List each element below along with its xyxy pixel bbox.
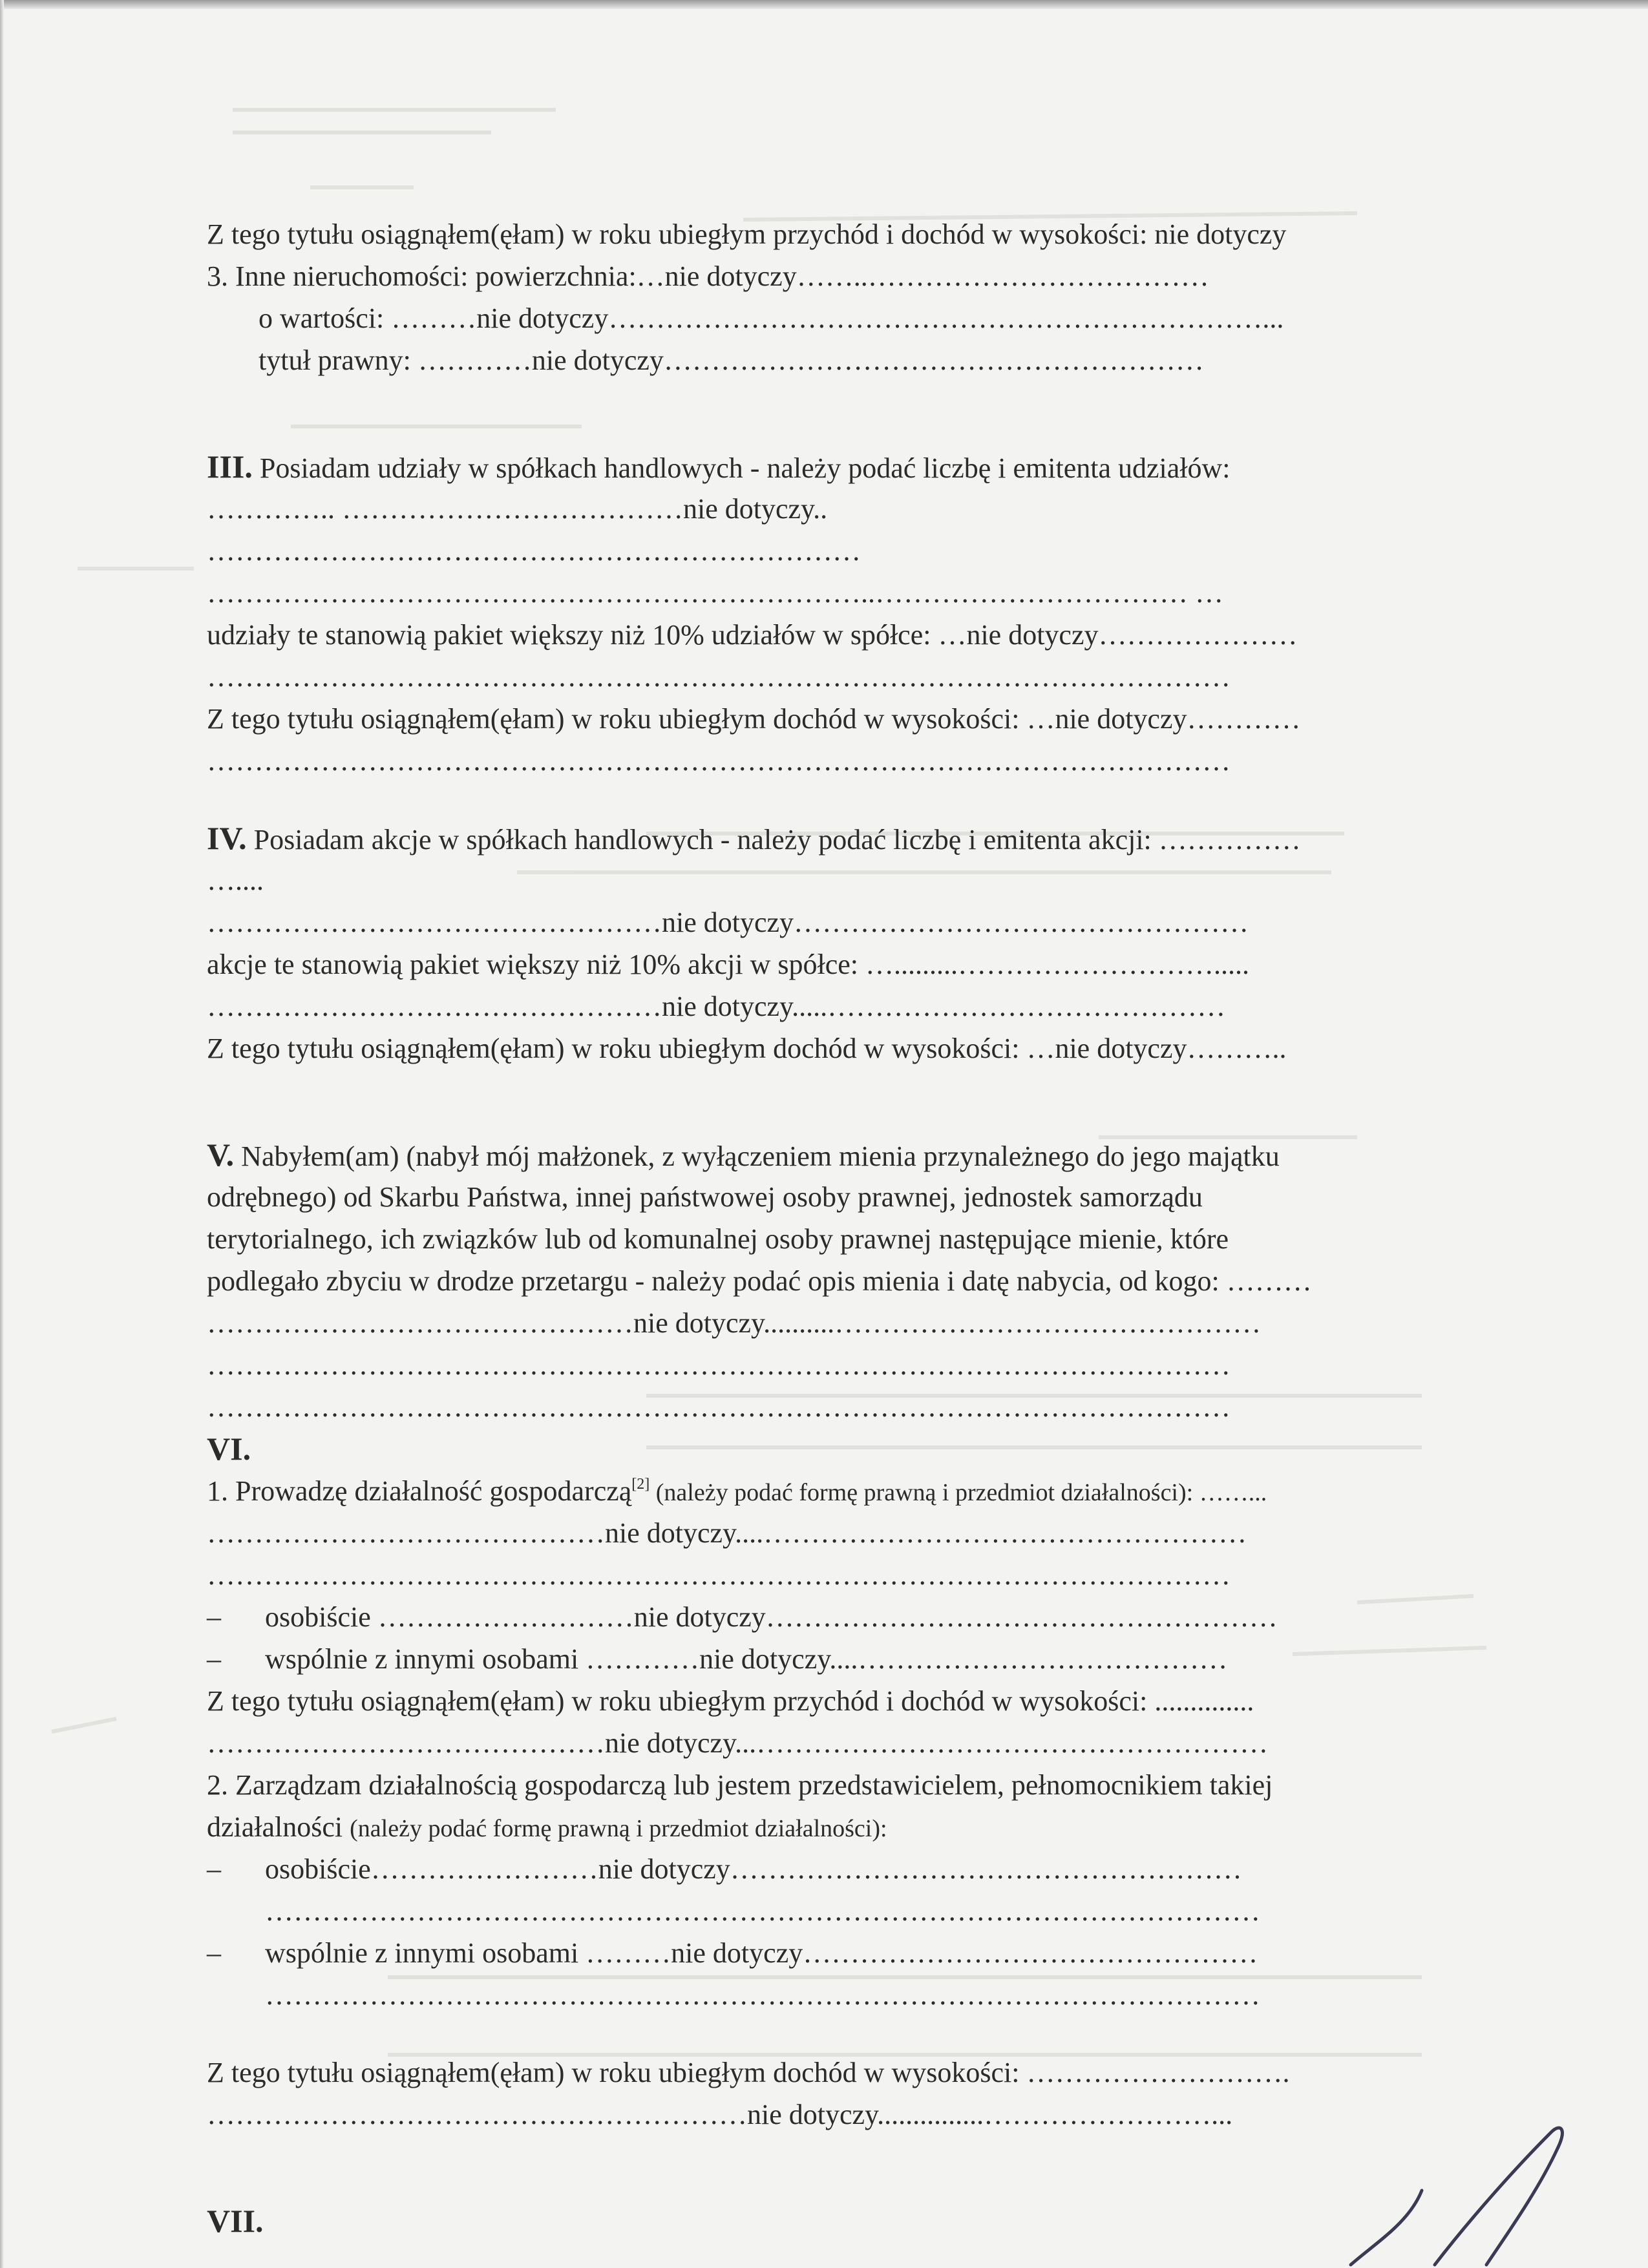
section-vi-manage-personal-cont: …………………………………………………………………………………………… xyxy=(265,1895,1260,1927)
section-iii-heading xyxy=(207,446,1474,488)
section-v-line: terytorialnego, ich związków lub od komunalnej osoby prawnej następujące mienie, które xyxy=(207,1223,1229,1255)
section-vi-item2-paren: (należy podać formę prawną i przedmiot działalności): xyxy=(350,1815,887,1842)
section-vi-line: ……………………………………………………………………………………………… xyxy=(207,1559,1231,1591)
section-iii-numeral: III. xyxy=(207,448,253,485)
section-vi-dash-item xyxy=(207,1638,1474,1680)
section-iv-line: ….... xyxy=(207,865,264,896)
section-vi-personal: osobiście ………………………nie dotyczy……………………………………………… xyxy=(265,1601,1278,1633)
section-iii-line: …………………………………………………………… xyxy=(207,535,861,567)
section-iv-line: …………………………………………nie dotyczy………………………………………… xyxy=(207,907,1249,938)
section-vi-line: Z tego tytułu osiągnąłem(ęłam) w roku ubiegłym przychód i dochód w wysokości: .............. xyxy=(207,1685,1254,1717)
section-vi-item1-text: 1. Prowadzę działalność gospodarczą xyxy=(207,1475,632,1507)
other-property-value: o wartości: ………nie dotyczy……………………………………………………………... xyxy=(259,302,1284,334)
section-iv-line: Z tego tytułu osiągnąłem(ęłam) w roku ubiegłym dochód w wysokości: …nie dotyczy……….. xyxy=(207,1033,1287,1064)
section-vi-dash-item xyxy=(207,1596,1474,1638)
section-v-line: odrębnego) od Skarbu Państwa, innej państwowej osoby prawnej, jednostek samorządu xyxy=(207,1181,1203,1213)
section-vii-numeral: VII. xyxy=(207,2203,264,2239)
section-vi-manage-joint: wspólnie z innymi osobami ………nie dotyczy………………………………………… xyxy=(265,1937,1258,1969)
declaration-page xyxy=(207,213,1474,2242)
section-vi-dash-item xyxy=(207,1932,1474,1974)
section-iii-line: ………….. ………………………………nie dotyczy.. xyxy=(207,493,828,525)
section-iii-line: ……………………………………………………………………………………………… xyxy=(207,745,1231,777)
section-v-heading xyxy=(207,1134,1474,1176)
section-iii-intro: Posiadam udziały w spółkach handlowych - należy podać liczbę i emitenta udziałów: xyxy=(252,452,1231,484)
dash-marker: – xyxy=(207,1643,221,1675)
section-iii-line: ……………………………………………………………..…………………………… … xyxy=(207,577,1223,609)
section-vi-item1-paren: (należy podać formę prawną i przedmiot działalności): ……... xyxy=(650,1479,1267,1506)
other-property-title: tytuł prawny: …………nie dotyczy………………………………………………… xyxy=(259,344,1204,376)
section-vi-joint: wspólnie z innymi osobami …………nie dotyczy....………………………………… xyxy=(265,1643,1228,1675)
section-vi-line: ……………………………………nie dotyczy...……………………………………………… xyxy=(207,1727,1269,1759)
footnote-ref: [2] xyxy=(631,1476,650,1493)
section-vi-manage-joint-cont: …………………………………………………………………………………………… xyxy=(265,1979,1260,2011)
section-vi-item2-word: działalności xyxy=(207,1811,350,1843)
dash-marker: – xyxy=(207,1937,221,1969)
section-vi-item2-cont xyxy=(207,1806,1474,1848)
signature-initials xyxy=(1338,2113,1609,2268)
section-vi-closing: Z tego tytułu osiągnąłem(ęłam) w roku ubiegłym dochód w wysokości: ………………………. xyxy=(207,2057,1290,2088)
section-iii-line: udziały te stanowią pakiet większy niż 10% udziałów w spółce: …nie dotyczy………………… xyxy=(207,619,1298,651)
section-vi-dash-cont xyxy=(207,1974,1474,2016)
dash-marker: – xyxy=(207,1601,221,1633)
section-iv-intro: Posiadam akcje w spółkach handlowych - należy podać liczbę i emitenta akcji: …………… xyxy=(246,824,1301,856)
section-vi-numeral: VI. xyxy=(207,1431,251,1467)
section-iii-line: ……………………………………………………………………………………………… xyxy=(207,661,1231,693)
section-vi-item2: 2. Zarządzam działalnością gospodarczą lub jestem przedstawicielem, pełnomocnikiem takiej xyxy=(207,1769,1273,1801)
dash-marker: – xyxy=(207,1853,221,1885)
section-v-line: podlegało zbyciu w drodze przetargu - należy podać opis mienia i datę nabycia, od kogo: ……… xyxy=(207,1265,1312,1297)
section-v-intro: Nabyłem(am) (nabył mój małżonek, z wyłączeniem mienia przynależnego do jego majątku xyxy=(234,1140,1280,1172)
section-vi-item1 xyxy=(207,1470,1474,1512)
section-iii-line: Z tego tytułu osiągnąłem(ęłam) w roku ubiegłym dochód w wysokości: …nie dotyczy………… xyxy=(207,703,1301,735)
other-property-area: 3. Inne nieruchomości: powierzchnia:…nie dotyczy……..……………………………… xyxy=(207,260,1209,292)
section-v-line: ……………………………………………………………………………………………… xyxy=(207,1349,1231,1381)
section-iv-numeral: IV. xyxy=(207,820,247,856)
section-vi-closing: …………………………………………………nie dotyczy...............……………………... xyxy=(207,2099,1233,2130)
section-iv-line: akcje te stanowią pakiet większy niż 10% akcji w spółce: ….........………………………..... xyxy=(207,949,1249,980)
section-v-numeral: V. xyxy=(207,1137,235,1173)
section-vi-line: ……………………………………nie dotyczy....…………………………………………… xyxy=(207,1517,1247,1549)
section-iv-heading xyxy=(207,817,1474,859)
income-line: Z tego tytułu osiągnąłem(ęłam) w roku ubiegłym przychód i dochód w wysokości: nie dotyczy xyxy=(207,218,1287,250)
section-vi-dash-cont xyxy=(207,1890,1474,1932)
section-v-line: ……………………………………………………………………………………………… xyxy=(207,1391,1231,1423)
section-iv-line: …………………………………………nie dotyczy.....…………………………………… xyxy=(207,991,1226,1022)
section-v-line: ………………………………………nie dotyczy..........……………………………………… xyxy=(207,1307,1262,1339)
section-vi-manage-personal: osobiście……………………nie dotyczy……………………………………………… xyxy=(265,1853,1242,1885)
section-vi-dash-item xyxy=(207,1848,1474,1890)
